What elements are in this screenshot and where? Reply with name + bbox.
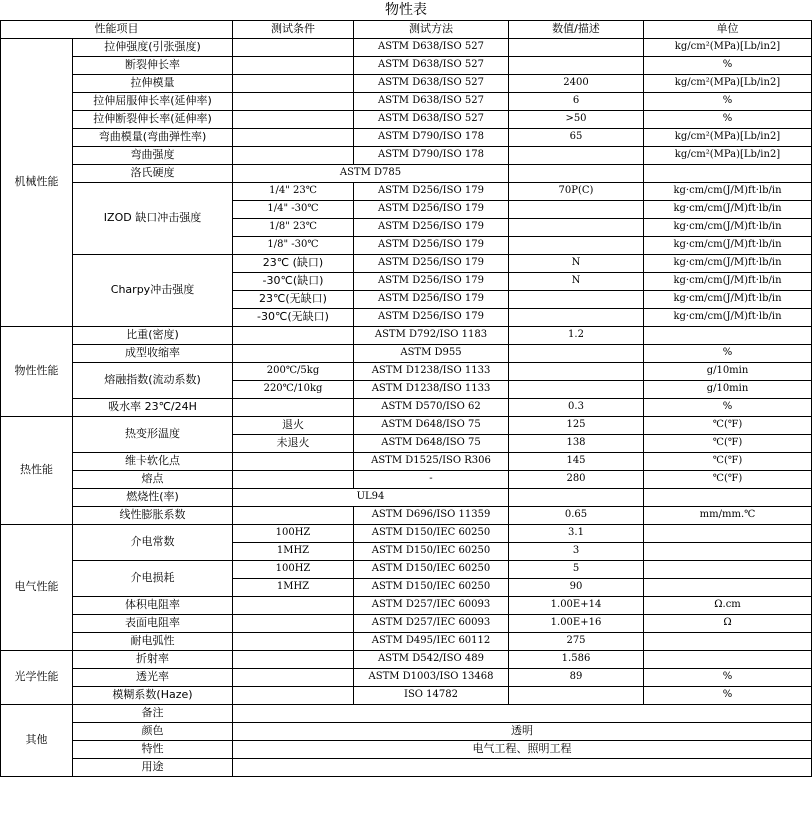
property-value: 0.3 [509, 398, 644, 416]
property-name: 颜色 [73, 722, 233, 740]
table-row [1, 452, 812, 470]
table-row [1, 560, 812, 578]
property-name: 拉伸模量 [73, 74, 233, 92]
property-name: 线性膨胀系数 [73, 506, 233, 524]
property-name: IZOD 缺口冲击强度 [73, 182, 233, 254]
table-row [1, 398, 812, 416]
test-condition [233, 326, 354, 344]
test-method: ASTM D785 [233, 164, 509, 182]
category-electrical: 电气性能 [1, 524, 73, 650]
table-row [1, 326, 812, 344]
test-method: ASTM D1238/ISO 1133 [354, 380, 509, 398]
property-unit: g/10min [644, 380, 812, 398]
test-method: ASTM D792/ISO 1183 [354, 326, 509, 344]
header-unit: 单位 [644, 20, 812, 38]
property-unit [644, 164, 812, 182]
test-method: ASTM D1525/ISO R306 [354, 452, 509, 470]
property-unit: Ω.cm [644, 596, 812, 614]
property-unit: Ω [644, 614, 812, 632]
table-row [1, 488, 812, 506]
category-mechanical: 机械性能 [1, 38, 73, 326]
table-row [1, 146, 812, 164]
property-name: 弯曲强度 [73, 146, 233, 164]
test-condition: 退火 [233, 416, 354, 434]
property-unit: ℃(℉) [644, 416, 812, 434]
test-method: ASTM D256/ISO 179 [354, 236, 509, 254]
property-name: 介电常数 [73, 524, 233, 560]
test-condition [233, 632, 354, 650]
property-value [509, 218, 644, 236]
property-unit: kg·cm/cm(J/M)ft·lb/in [644, 290, 812, 308]
property-unit: g/10min [644, 362, 812, 380]
property-unit: kg·cm/cm(J/M)ft·lb/in [644, 182, 812, 200]
category-optical: 光学性能 [1, 650, 73, 704]
test-method: ASTM D257/IEC 60093 [354, 596, 509, 614]
property-value: 125 [509, 416, 644, 434]
property-unit: % [644, 56, 812, 74]
property-value [509, 344, 644, 362]
property-value: 90 [509, 578, 644, 596]
table-row [1, 56, 812, 74]
test-method: ASTM D696/ISO 11359 [354, 506, 509, 524]
property-name: 成型收缩率 [73, 344, 233, 362]
test-method: ASTM D256/ISO 179 [354, 308, 509, 326]
property-unit: % [644, 686, 812, 704]
property-unit [644, 542, 812, 560]
property-unit: ℃(℉) [644, 470, 812, 488]
test-condition [233, 596, 354, 614]
test-method: ASTM D648/ISO 75 [354, 434, 509, 452]
test-condition: 100HZ [233, 560, 354, 578]
test-condition [233, 506, 354, 524]
property-name: 拉伸强度(引张强度) [73, 38, 233, 56]
test-method: ASTM D256/ISO 179 [354, 200, 509, 218]
property-value [509, 380, 644, 398]
test-method: UL94 [233, 488, 509, 506]
table-row [1, 110, 812, 128]
test-method: ASTM D638/ISO 527 [354, 74, 509, 92]
test-condition: -30℃(无缺口) [233, 308, 354, 326]
property-value: 280 [509, 470, 644, 488]
test-condition: -30℃(缺口) [233, 272, 354, 290]
test-condition [233, 56, 354, 74]
property-value: 1.00E+16 [509, 614, 644, 632]
test-method: ASTM D256/ISO 179 [354, 182, 509, 200]
test-method: ASTM D256/ISO 179 [354, 290, 509, 308]
property-unit: kg·cm/cm(J/M)ft·lb/in [644, 308, 812, 326]
property-unit: kg·cm/cm(J/M)ft·lb/in [644, 218, 812, 236]
property-value [509, 308, 644, 326]
property-unit: ℃(℉) [644, 434, 812, 452]
property-name: 耐电弧性 [73, 632, 233, 650]
property-unit: ℃(℉) [644, 452, 812, 470]
property-unit: % [644, 344, 812, 362]
property-value [233, 704, 812, 722]
table-row [1, 614, 812, 632]
test-condition: 100HZ [233, 524, 354, 542]
property-name: 模糊系数(Haze) [73, 686, 233, 704]
property-name: 备注 [73, 704, 233, 722]
table-row [1, 524, 812, 542]
property-unit [644, 524, 812, 542]
test-condition [233, 344, 354, 362]
test-condition: 200℃/5kg [233, 362, 354, 380]
header-condition: 测试条件 [233, 20, 354, 38]
test-condition [233, 38, 354, 56]
property-value: 2400 [509, 74, 644, 92]
test-condition [233, 686, 354, 704]
property-value [509, 38, 644, 56]
test-condition: 1/8" -30℃ [233, 236, 354, 254]
property-unit: kg·cm/cm(J/M)ft·lb/in [644, 200, 812, 218]
table-row [1, 416, 812, 434]
property-value: 3.1 [509, 524, 644, 542]
test-method: ASTM D256/ISO 179 [354, 272, 509, 290]
header-value: 数值/描述 [509, 20, 644, 38]
property-value: 1.2 [509, 326, 644, 344]
property-value: 138 [509, 434, 644, 452]
test-method: ASTM D638/ISO 527 [354, 110, 509, 128]
test-condition: 23℃(无缺口) [233, 290, 354, 308]
header-property: 性能项目 [1, 20, 233, 38]
property-value [509, 290, 644, 308]
test-condition [233, 128, 354, 146]
property-value: 透明 [233, 722, 812, 740]
test-method: ASTM D638/ISO 527 [354, 92, 509, 110]
test-method: ASTM D638/ISO 527 [354, 56, 509, 74]
test-condition [233, 146, 354, 164]
property-value: 89 [509, 668, 644, 686]
table-row [1, 650, 812, 668]
property-name: 弯曲模量(弯曲弹性率) [73, 128, 233, 146]
test-method: ASTM D790/ISO 178 [354, 128, 509, 146]
property-name: 断裂伸长率 [73, 56, 233, 74]
property-value [509, 56, 644, 74]
test-method: ASTM D150/IEC 60250 [354, 542, 509, 560]
property-value: 电气工程、照明工程 [233, 740, 812, 758]
property-name: 透光率 [73, 668, 233, 686]
property-value [509, 200, 644, 218]
test-condition [233, 452, 354, 470]
property-name: 燃烧性(率) [73, 488, 233, 506]
category-thermal: 热性能 [1, 416, 73, 524]
property-name: 拉伸屈服伸长率(延伸率) [73, 92, 233, 110]
table-row [1, 686, 812, 704]
property-value: N [509, 272, 644, 290]
test-condition [233, 668, 354, 686]
test-method: ASTM D1238/ISO 1133 [354, 362, 509, 380]
test-condition: 1/4" 23℃ [233, 182, 354, 200]
test-method: ASTM D955 [354, 344, 509, 362]
table-row [1, 362, 812, 380]
property-unit: kg·cm/cm(J/M)ft·lb/in [644, 272, 812, 290]
property-unit [644, 650, 812, 668]
property-value: 5 [509, 560, 644, 578]
table-row [1, 758, 812, 776]
test-method: ASTM D150/IEC 60250 [354, 560, 509, 578]
property-unit: % [644, 92, 812, 110]
property-unit: kg/cm²(MPa)[Lb/in2] [644, 38, 812, 56]
header-row [1, 20, 812, 38]
test-condition [233, 110, 354, 128]
property-value [509, 686, 644, 704]
test-condition [233, 650, 354, 668]
property-value: 1.00E+14 [509, 596, 644, 614]
property-unit: % [644, 668, 812, 686]
test-method: - [354, 470, 509, 488]
property-name: 折射率 [73, 650, 233, 668]
property-unit: % [644, 110, 812, 128]
property-name: 维卡软化点 [73, 452, 233, 470]
table-row [1, 470, 812, 488]
property-name: 比重(密度) [73, 326, 233, 344]
property-name: 特性 [73, 740, 233, 758]
property-unit: kg/cm²(MPa)[Lb/in2] [644, 128, 812, 146]
property-name: 表面电阻率 [73, 614, 233, 632]
property-name: 热变形温度 [73, 416, 233, 452]
table-row [1, 704, 812, 722]
property-value: 145 [509, 452, 644, 470]
test-method: ASTM D150/IEC 60250 [354, 578, 509, 596]
property-unit: kg/cm²(MPa)[Lb/in2] [644, 146, 812, 164]
property-value [509, 236, 644, 254]
test-condition [233, 74, 354, 92]
property-value: 1.586 [509, 650, 644, 668]
test-method: ASTM D495/IEC 60112 [354, 632, 509, 650]
table-row [1, 596, 812, 614]
property-value [509, 488, 644, 506]
test-condition [233, 614, 354, 632]
test-method: ASTM D638/ISO 527 [354, 38, 509, 56]
property-name: Charpy冲击强度 [73, 254, 233, 326]
property-value: >50 [509, 110, 644, 128]
property-value: 6 [509, 92, 644, 110]
property-name: 用途 [73, 758, 233, 776]
property-value: 65 [509, 128, 644, 146]
property-name: 吸水率 23℃/24H [73, 398, 233, 416]
test-condition [233, 92, 354, 110]
property-value [509, 164, 644, 182]
property-unit [644, 560, 812, 578]
test-method: ASTM D256/ISO 179 [354, 218, 509, 236]
property-unit [644, 326, 812, 344]
property-unit: % [644, 398, 812, 416]
table-row [1, 92, 812, 110]
property-value: N [509, 254, 644, 272]
property-name: 洛氏硬度 [73, 164, 233, 182]
test-condition: 23℃ (缺口) [233, 254, 354, 272]
category-other: 其他 [1, 704, 73, 776]
test-condition: 未退火 [233, 434, 354, 452]
test-method: ASTM D570/ISO 62 [354, 398, 509, 416]
test-condition [233, 398, 354, 416]
table-row [1, 38, 812, 56]
test-condition: 220℃/10kg [233, 380, 354, 398]
test-method: ASTM D648/ISO 75 [354, 416, 509, 434]
property-name: 拉伸断裂伸长率(延伸率) [73, 110, 233, 128]
test-method: ASTM D256/ISO 179 [354, 254, 509, 272]
property-unit [644, 488, 812, 506]
table-row [1, 182, 812, 200]
category-physical: 物性性能 [1, 326, 73, 416]
test-condition: 1/4" -30℃ [233, 200, 354, 218]
property-value: 275 [509, 632, 644, 650]
table-row [1, 722, 812, 740]
property-unit [644, 578, 812, 596]
header-method: 测试方法 [354, 20, 509, 38]
property-name: 体积电阻率 [73, 596, 233, 614]
property-value [509, 146, 644, 164]
table-row [1, 128, 812, 146]
property-unit: mm/mm.℃ [644, 506, 812, 524]
table-row [1, 506, 812, 524]
test-method: ASTM D150/IEC 60250 [354, 524, 509, 542]
test-method: ASTM D1003/ISO 13468 [354, 668, 509, 686]
property-value [233, 758, 812, 776]
test-condition: 1/8" 23℃ [233, 218, 354, 236]
table-row [1, 164, 812, 182]
property-unit [644, 632, 812, 650]
table-row [1, 254, 812, 272]
property-name: 熔融指数(流动系数) [73, 362, 233, 398]
table-row [1, 740, 812, 758]
property-name: 介电损耗 [73, 560, 233, 596]
table-row [1, 344, 812, 362]
property-value: 3 [509, 542, 644, 560]
test-method: ASTM D542/ISO 489 [354, 650, 509, 668]
property-unit: kg/cm²(MPa)[Lb/in2] [644, 74, 812, 92]
test-condition: 1MHZ [233, 578, 354, 596]
property-value: 70P(C) [509, 182, 644, 200]
table-row [1, 668, 812, 686]
property-unit: kg·cm/cm(J/M)ft·lb/in [644, 236, 812, 254]
table-row [1, 632, 812, 650]
property-unit: kg·cm/cm(J/M)ft·lb/in [644, 254, 812, 272]
property-value: 0.65 [509, 506, 644, 524]
property-name: 熔点 [73, 470, 233, 488]
test-method: ISO 14782 [354, 686, 509, 704]
property-value [509, 362, 644, 380]
table-row [1, 74, 812, 92]
page-title: 物性表 [1, 0, 812, 20]
test-method: ASTM D257/IEC 60093 [354, 614, 509, 632]
test-method: ASTM D790/ISO 178 [354, 146, 509, 164]
test-condition: 1MHZ [233, 542, 354, 560]
test-condition [233, 470, 354, 488]
